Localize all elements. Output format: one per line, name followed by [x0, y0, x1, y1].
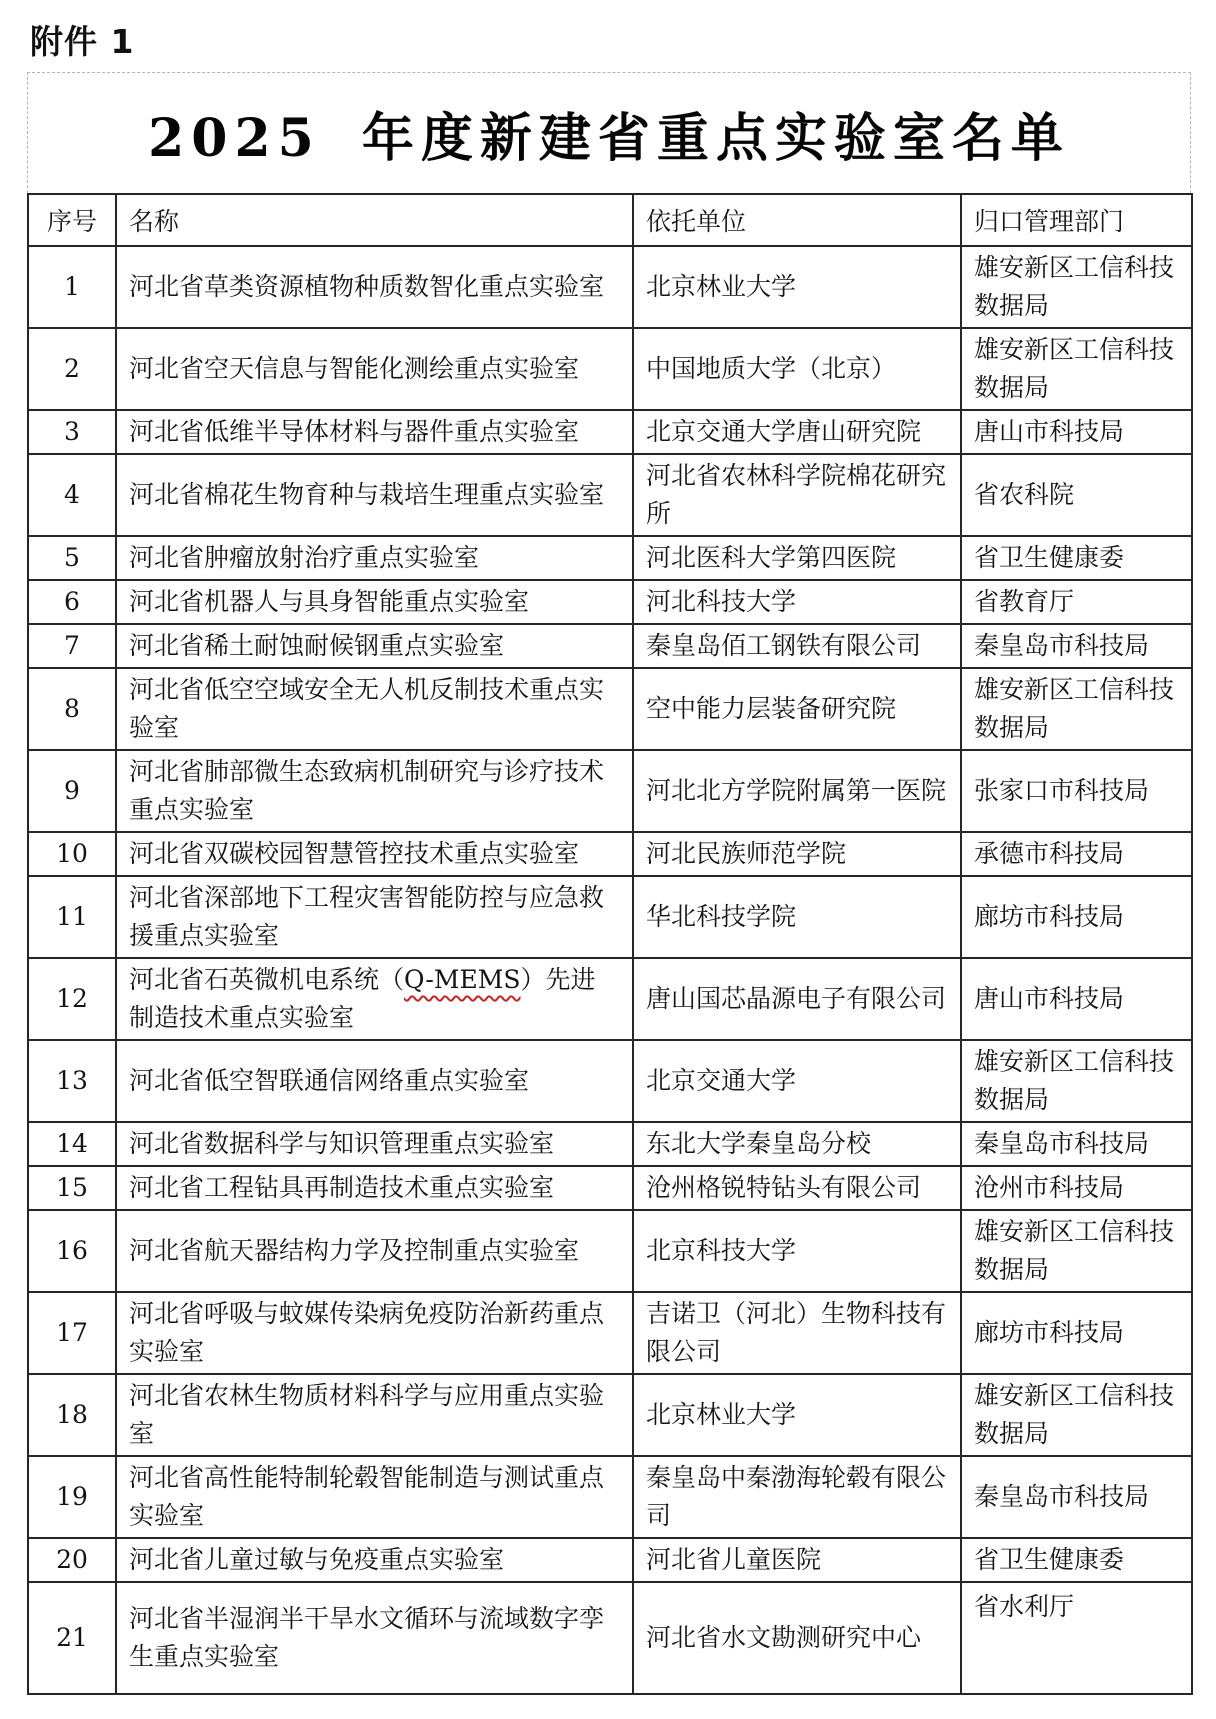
row-dept: 承德市科技局 — [961, 832, 1192, 876]
row-dept: 省水利厅 — [961, 1582, 1192, 1694]
row-name: 河北省儿童过敏与免疫重点实验室 — [116, 1538, 633, 1582]
row-dept: 雄安新区工信科技数据局 — [961, 1040, 1192, 1122]
row-no: 7 — [28, 624, 116, 668]
row-no: 19 — [28, 1456, 116, 1538]
row-unit: 河北省水文勘测研究中心 — [633, 1582, 961, 1694]
table-row — [28, 750, 1192, 832]
row-dept: 唐山市科技局 — [961, 958, 1192, 1040]
row-dept: 雄安新区工信科技数据局 — [961, 1374, 1192, 1456]
table-row — [28, 668, 1192, 750]
row-name: 河北省低维半导体材料与器件重点实验室 — [116, 410, 633, 454]
row-name: 河北省肺部微生态致病机制研究与诊疗技术重点实验室 — [116, 750, 633, 832]
row-unit: 沧州格锐特钻头有限公司 — [633, 1166, 961, 1210]
row-no: 15 — [28, 1166, 116, 1210]
row-no: 1 — [28, 246, 116, 328]
row-no: 17 — [28, 1292, 116, 1374]
row-dept: 省卫生健康委 — [961, 1538, 1192, 1582]
column-header-name: 名称 — [116, 194, 633, 246]
row-no: 21 — [28, 1582, 116, 1694]
row-no: 2 — [28, 328, 116, 410]
table-row — [28, 1292, 1192, 1374]
row-dept: 雄安新区工信科技数据局 — [961, 328, 1192, 410]
row-unit: 北京交通大学 — [633, 1040, 961, 1122]
row-no: 18 — [28, 1374, 116, 1456]
row-name: 河北省航天器结构力学及控制重点实验室 — [116, 1210, 633, 1292]
row-no: 14 — [28, 1122, 116, 1166]
row-dept: 廊坊市科技局 — [961, 1292, 1192, 1374]
row-dept: 雄安新区工信科技数据局 — [961, 246, 1192, 328]
table-header-row — [28, 194, 1192, 246]
row-dept: 雄安新区工信科技数据局 — [961, 1210, 1192, 1292]
row-dept: 张家口市科技局 — [961, 750, 1192, 832]
row-unit: 北京交通大学唐山研究院 — [633, 410, 961, 454]
column-header-dept: 归口管理部门 — [961, 194, 1192, 246]
row-no: 12 — [28, 958, 116, 1040]
row-unit: 北京科技大学 — [633, 1210, 961, 1292]
row-name: 河北省农林生物质材料科学与应用重点实验室 — [116, 1374, 633, 1456]
row-unit: 河北科技大学 — [633, 580, 961, 624]
row-name: 河北省低空空域安全无人机反制技术重点实验室 — [116, 668, 633, 750]
row-name: 河北省高性能特制轮毂智能制造与测试重点实验室 — [116, 1456, 633, 1538]
row-unit: 河北省儿童医院 — [633, 1538, 961, 1582]
table-row — [28, 876, 1192, 958]
table-row — [28, 410, 1192, 454]
row-dept: 省农科院 — [961, 454, 1192, 536]
row-name: 河北省石英微机电系统（Q-MEMS）先进制造技术重点实验室 — [116, 958, 633, 1040]
row-name: 河北省呼吸与蚊媒传染病免疫防治新药重点实验室 — [116, 1292, 633, 1374]
row-name: 河北省半湿润半干旱水文循环与流域数字孪生重点实验室 — [116, 1582, 633, 1694]
row-name: 河北省机器人与具身智能重点实验室 — [116, 580, 633, 624]
row-dept: 廊坊市科技局 — [961, 876, 1192, 958]
row-dept: 秦皇岛市科技局 — [961, 1456, 1192, 1538]
row-name: 河北省稀土耐蚀耐候钢重点实验室 — [116, 624, 633, 668]
row-unit: 空中能力层装备研究院 — [633, 668, 961, 750]
row-no: 20 — [28, 1538, 116, 1582]
row-no: 16 — [28, 1210, 116, 1292]
row-no: 4 — [28, 454, 116, 536]
row-unit: 河北北方学院附属第一医院 — [633, 750, 961, 832]
row-unit: 东北大学秦皇岛分校 — [633, 1122, 961, 1166]
table-row — [28, 580, 1192, 624]
row-name: 河北省棉花生物育种与栽培生理重点实验室 — [116, 454, 633, 536]
row-dept: 唐山市科技局 — [961, 410, 1192, 454]
table-row — [28, 1582, 1192, 1694]
row-dept: 秦皇岛市科技局 — [961, 1122, 1192, 1166]
table-row — [28, 1122, 1192, 1166]
row-dept: 雄安新区工信科技数据局 — [961, 668, 1192, 750]
table-row — [28, 958, 1192, 1040]
spellcheck-squiggle: Q-MEMS — [404, 965, 521, 994]
row-dept: 秦皇岛市科技局 — [961, 624, 1192, 668]
row-unit: 河北民族师范学院 — [633, 832, 961, 876]
table-row — [28, 832, 1192, 876]
table-row — [28, 1040, 1192, 1122]
row-no: 8 — [28, 668, 116, 750]
row-no: 9 — [28, 750, 116, 832]
row-no: 10 — [28, 832, 116, 876]
row-name: 河北省草类资源植物种质数智化重点实验室 — [116, 246, 633, 328]
row-name: 河北省肿瘤放射治疗重点实验室 — [116, 536, 633, 580]
row-unit: 北京林业大学 — [633, 1374, 961, 1456]
row-unit: 河北省农林科学院棉花研究所 — [633, 454, 961, 536]
table-row — [28, 328, 1192, 410]
row-name: 河北省工程钻具再制造技术重点实验室 — [116, 1166, 633, 1210]
row-unit: 中国地质大学（北京） — [633, 328, 961, 410]
table-row — [28, 624, 1192, 668]
document-title: 2025 年度新建省重点实验室名单 — [148, 107, 1070, 169]
table-row — [28, 536, 1192, 580]
row-name: 河北省双碳校园智慧管控技术重点实验室 — [116, 832, 633, 876]
table-row — [28, 246, 1192, 328]
row-unit: 秦皇岛中秦渤海轮毂有限公司 — [633, 1456, 961, 1538]
table-row — [28, 454, 1192, 536]
table-row — [28, 1210, 1192, 1292]
row-dept: 沧州市科技局 — [961, 1166, 1192, 1210]
lab-table-body — [28, 246, 1192, 1694]
row-name: 河北省数据科学与知识管理重点实验室 — [116, 1122, 633, 1166]
row-unit: 秦皇岛佰工钢铁有限公司 — [633, 624, 961, 668]
row-no: 13 — [28, 1040, 116, 1122]
row-unit: 唐山国芯晶源电子有限公司 — [633, 958, 961, 1040]
row-no: 3 — [28, 410, 116, 454]
row-no: 5 — [28, 536, 116, 580]
column-header-no: 序号 — [28, 194, 116, 246]
row-no: 11 — [28, 876, 116, 958]
table-row — [28, 1166, 1192, 1210]
row-name: 河北省低空智联通信网络重点实验室 — [116, 1040, 633, 1122]
row-dept: 省教育厅 — [961, 580, 1192, 624]
column-header-unit: 依托单位 — [633, 194, 961, 246]
table-row — [28, 1456, 1192, 1538]
row-unit: 北京林业大学 — [633, 246, 961, 328]
row-name: 河北省空天信息与智能化测绘重点实验室 — [116, 328, 633, 410]
key-laboratory-table — [27, 193, 1193, 1695]
table-row — [28, 1374, 1192, 1456]
row-dept: 省卫生健康委 — [961, 536, 1192, 580]
row-no: 6 — [28, 580, 116, 624]
table-row — [28, 1538, 1192, 1582]
row-unit: 吉诺卫（河北）生物科技有限公司 — [633, 1292, 961, 1374]
title-frame — [27, 72, 1191, 193]
row-name: 河北省深部地下工程灾害智能防控与应急救援重点实验室 — [116, 876, 633, 958]
row-unit: 华北科技学院 — [633, 876, 961, 958]
attachment-label: 附件 1 — [30, 22, 135, 61]
row-unit: 河北医科大学第四医院 — [633, 536, 961, 580]
